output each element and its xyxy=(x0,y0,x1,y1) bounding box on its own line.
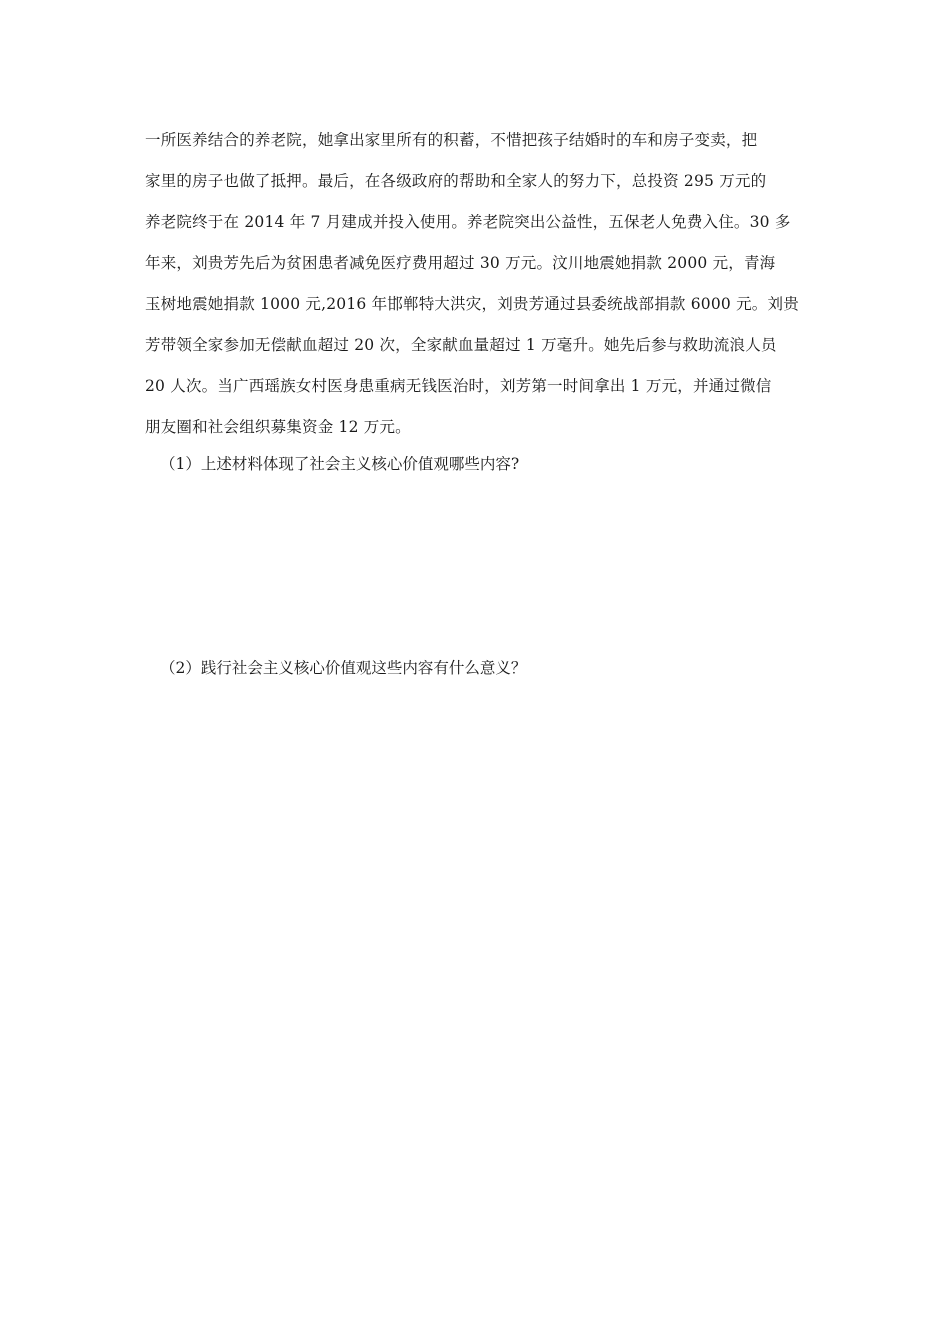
paragraph-line-5: 玉树地震她捐款 1000 元,2016 年邯郸特大洪灾，刘贵芳通过县委统战部捐款 6000 元。刘贵 xyxy=(145,295,799,313)
paragraph-line-4: 年来，刘贵芳先后为贫困患者减免医疗费用超过 30 万元。汶川地震她捐款 2000 元，青海 xyxy=(145,254,776,272)
paragraph-line-8: 朋友圈和社会组织募集资金 12 万元。 xyxy=(145,418,411,436)
question-2: （2）践行社会主义核心价值观这些内容有什么意义？ xyxy=(160,659,527,677)
paragraph-line-6: 芳带领全家参加无偿献血超过 20 次，全家献血量超过 1 万毫升。她先后参与救助流浪人员 xyxy=(145,336,777,354)
material-paragraph xyxy=(145,120,815,448)
paragraph-line-2: 家里的房子也做了抵押。最后，在各级政府的帮助和全家人的努力下，总投资 295 万元的 xyxy=(145,172,767,190)
paragraph-line-3: 养老院终于在 2014 年 7 月建成并投入使用。养老院突出公益性，五保老人免费入住。30 多 xyxy=(145,213,791,231)
question-1: （1）上述材料体现了社会主义核心价值观哪些内容? xyxy=(160,455,520,473)
paragraph-line-7: 20 人次。当广西瑶族女村医身患重病无钱医治时，刘芳第一时间拿出 1 万元，并通过微信 xyxy=(145,377,772,395)
paragraph-line-1: 一所医养结合的养老院，她拿出家里所有的积蓄，不惜把孩子结婚时的车和房子变卖，把 xyxy=(145,131,758,149)
